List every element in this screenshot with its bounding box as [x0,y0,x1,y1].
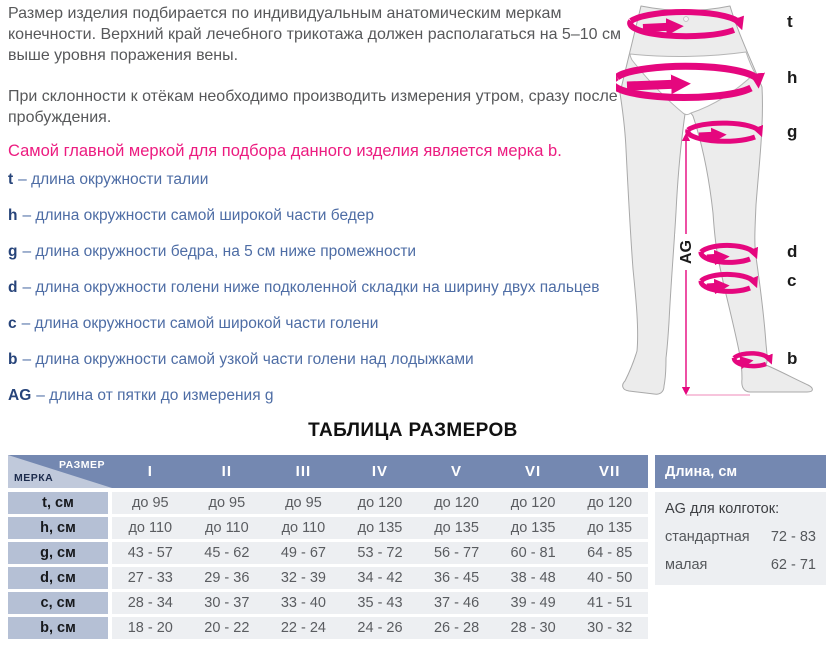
measurement-definition [8,234,624,270]
size-cell: 49 - 67 [265,542,342,564]
size-cell: до 135 [571,517,648,539]
measure-row-label: c, см [8,592,112,614]
diagram-label-t: t [787,12,793,31]
measurement-definition [8,270,624,306]
corner-measure-label: МЕРКА [14,472,54,484]
measure-description: – длина окружности талии [18,171,209,188]
size-cell: до 110 [112,517,189,539]
diagram-label-d: d [787,242,798,261]
size-column-header: IV [371,463,389,480]
measurement-definition [8,342,624,378]
diagram-label-b: b [787,349,798,368]
measure-description: – длина окружности бедра, на 5 см ниже промежности [22,243,417,260]
size-cell: 39 - 49 [495,592,572,614]
measure-description: – длина окружности голени ниже подколенной складки на ширину двух пальцев [22,279,600,296]
size-cell: 26 - 28 [418,617,495,639]
measure-row-label: d, см [8,567,112,589]
length-range: 72 - 83 [770,529,816,545]
size-column-header: V [451,463,463,480]
size-cell: 33 - 40 [265,592,342,614]
length-panel-header: Длина, см [655,455,826,488]
measurement-definition [8,306,624,342]
size-cell: 34 - 42 [342,567,419,589]
size-cell: 53 - 72 [342,542,419,564]
size-cell: 37 - 46 [418,592,495,614]
size-column-header: III [295,463,312,480]
measure-description: – длина окружности самой узкой части голени над лодыжками [22,351,474,368]
size-cell: 41 - 51 [571,592,648,614]
size-cell: 40 - 50 [571,567,648,589]
measure-description: – длина окружности самой широкой части бедер [22,207,375,224]
measurement-definitions [8,162,624,414]
size-cell: 32 - 39 [265,567,342,589]
size-cell: до 120 [342,492,419,514]
measurement-definition [8,162,624,198]
size-table-header [8,455,648,488]
length-name: стандартная [665,529,750,545]
size-cell: 56 - 77 [418,542,495,564]
corner-size-label: РАЗМЕР [59,459,105,471]
length-name: малая [665,557,708,573]
intro-paragraph-1: Размер изделия подбирается по индивидуальным анатомическим меркам конечности. Верхний край лечебного трикотажа должен располагаться на 5–10 см выше уровня поражения вены. [8,5,621,64]
size-cell: 30 - 32 [571,617,648,639]
measure-key: c [8,315,17,332]
size-cell: 64 - 85 [571,542,648,564]
size-cell: 60 - 81 [495,542,572,564]
length-row [665,529,816,545]
measurement-definition [8,378,624,414]
diagram-label-g: g [787,122,798,141]
length-range: 62 - 71 [770,557,816,573]
size-cell: до 120 [418,492,495,514]
size-cell: до 120 [495,492,572,514]
size-cell: 43 - 57 [112,542,189,564]
measure-description: – длина окружности самой широкой части голени [21,315,379,332]
size-cell: 36 - 45 [418,567,495,589]
measure-row-label: b, см [8,617,112,639]
size-table [8,455,648,639]
size-cell: 30 - 37 [189,592,266,614]
length-panel-body [655,492,826,585]
size-cell: до 95 [265,492,342,514]
size-cell: 28 - 34 [112,592,189,614]
length-row [665,557,816,573]
diagram-label-h: h [787,68,798,87]
intro-section [8,3,624,414]
measure-row-label: h, см [8,517,112,539]
measure-key: h [8,207,18,224]
measure-key: g [8,243,18,260]
size-cell: до 135 [418,517,495,539]
measurement-definition [8,198,624,234]
size-column-header: II [221,463,233,480]
diagram-label-c: c [787,271,797,290]
key-measure-note: Самой главной меркой для подбора данного изделия является мерка b. [8,142,562,160]
size-cell: 18 - 20 [112,617,189,639]
size-cell: 29 - 36 [189,567,266,589]
size-table-body [8,492,648,639]
leg-measurement-diagram [616,0,826,418]
size-column-header: I [147,463,153,480]
length-panel-subtitle: AG для колготок: [665,501,780,517]
size-column-header: VII [599,463,621,480]
size-cell: 35 - 43 [342,592,419,614]
size-cell: до 135 [495,517,572,539]
measure-key: AG [8,387,32,404]
size-cell: до 110 [189,517,266,539]
size-cell: 38 - 48 [495,567,572,589]
size-cell: 27 - 33 [112,567,189,589]
diagram-label-ag: AG [678,240,695,264]
size-cell: 28 - 30 [495,617,572,639]
size-cell: 20 - 22 [189,617,266,639]
size-cell: до 110 [265,517,342,539]
measure-description: – длина от пятки до измерения g [36,387,274,404]
size-cell: до 95 [112,492,189,514]
measure-row-label: g, см [8,542,112,564]
size-cell: до 135 [342,517,419,539]
length-panel [655,455,826,585]
size-cell: до 95 [189,492,266,514]
size-cell: 22 - 24 [265,617,342,639]
intro-paragraph-2: При склонности к отёкам необходимо производить измерения утром, сразу после пробуждения. [8,88,618,126]
size-cell: 45 - 62 [189,542,266,564]
measure-key: d [8,279,18,296]
measure-key: b [8,351,18,368]
size-cell: 24 - 26 [342,617,419,639]
measure-key: t [8,171,14,188]
size-column-header: VI [525,463,542,480]
measure-row-label: t, см [8,492,112,514]
table-corner-cell [8,455,112,488]
size-table-title: ТАБЛИЦА РАЗМЕРОВ [308,420,518,441]
size-cell: до 120 [571,492,648,514]
